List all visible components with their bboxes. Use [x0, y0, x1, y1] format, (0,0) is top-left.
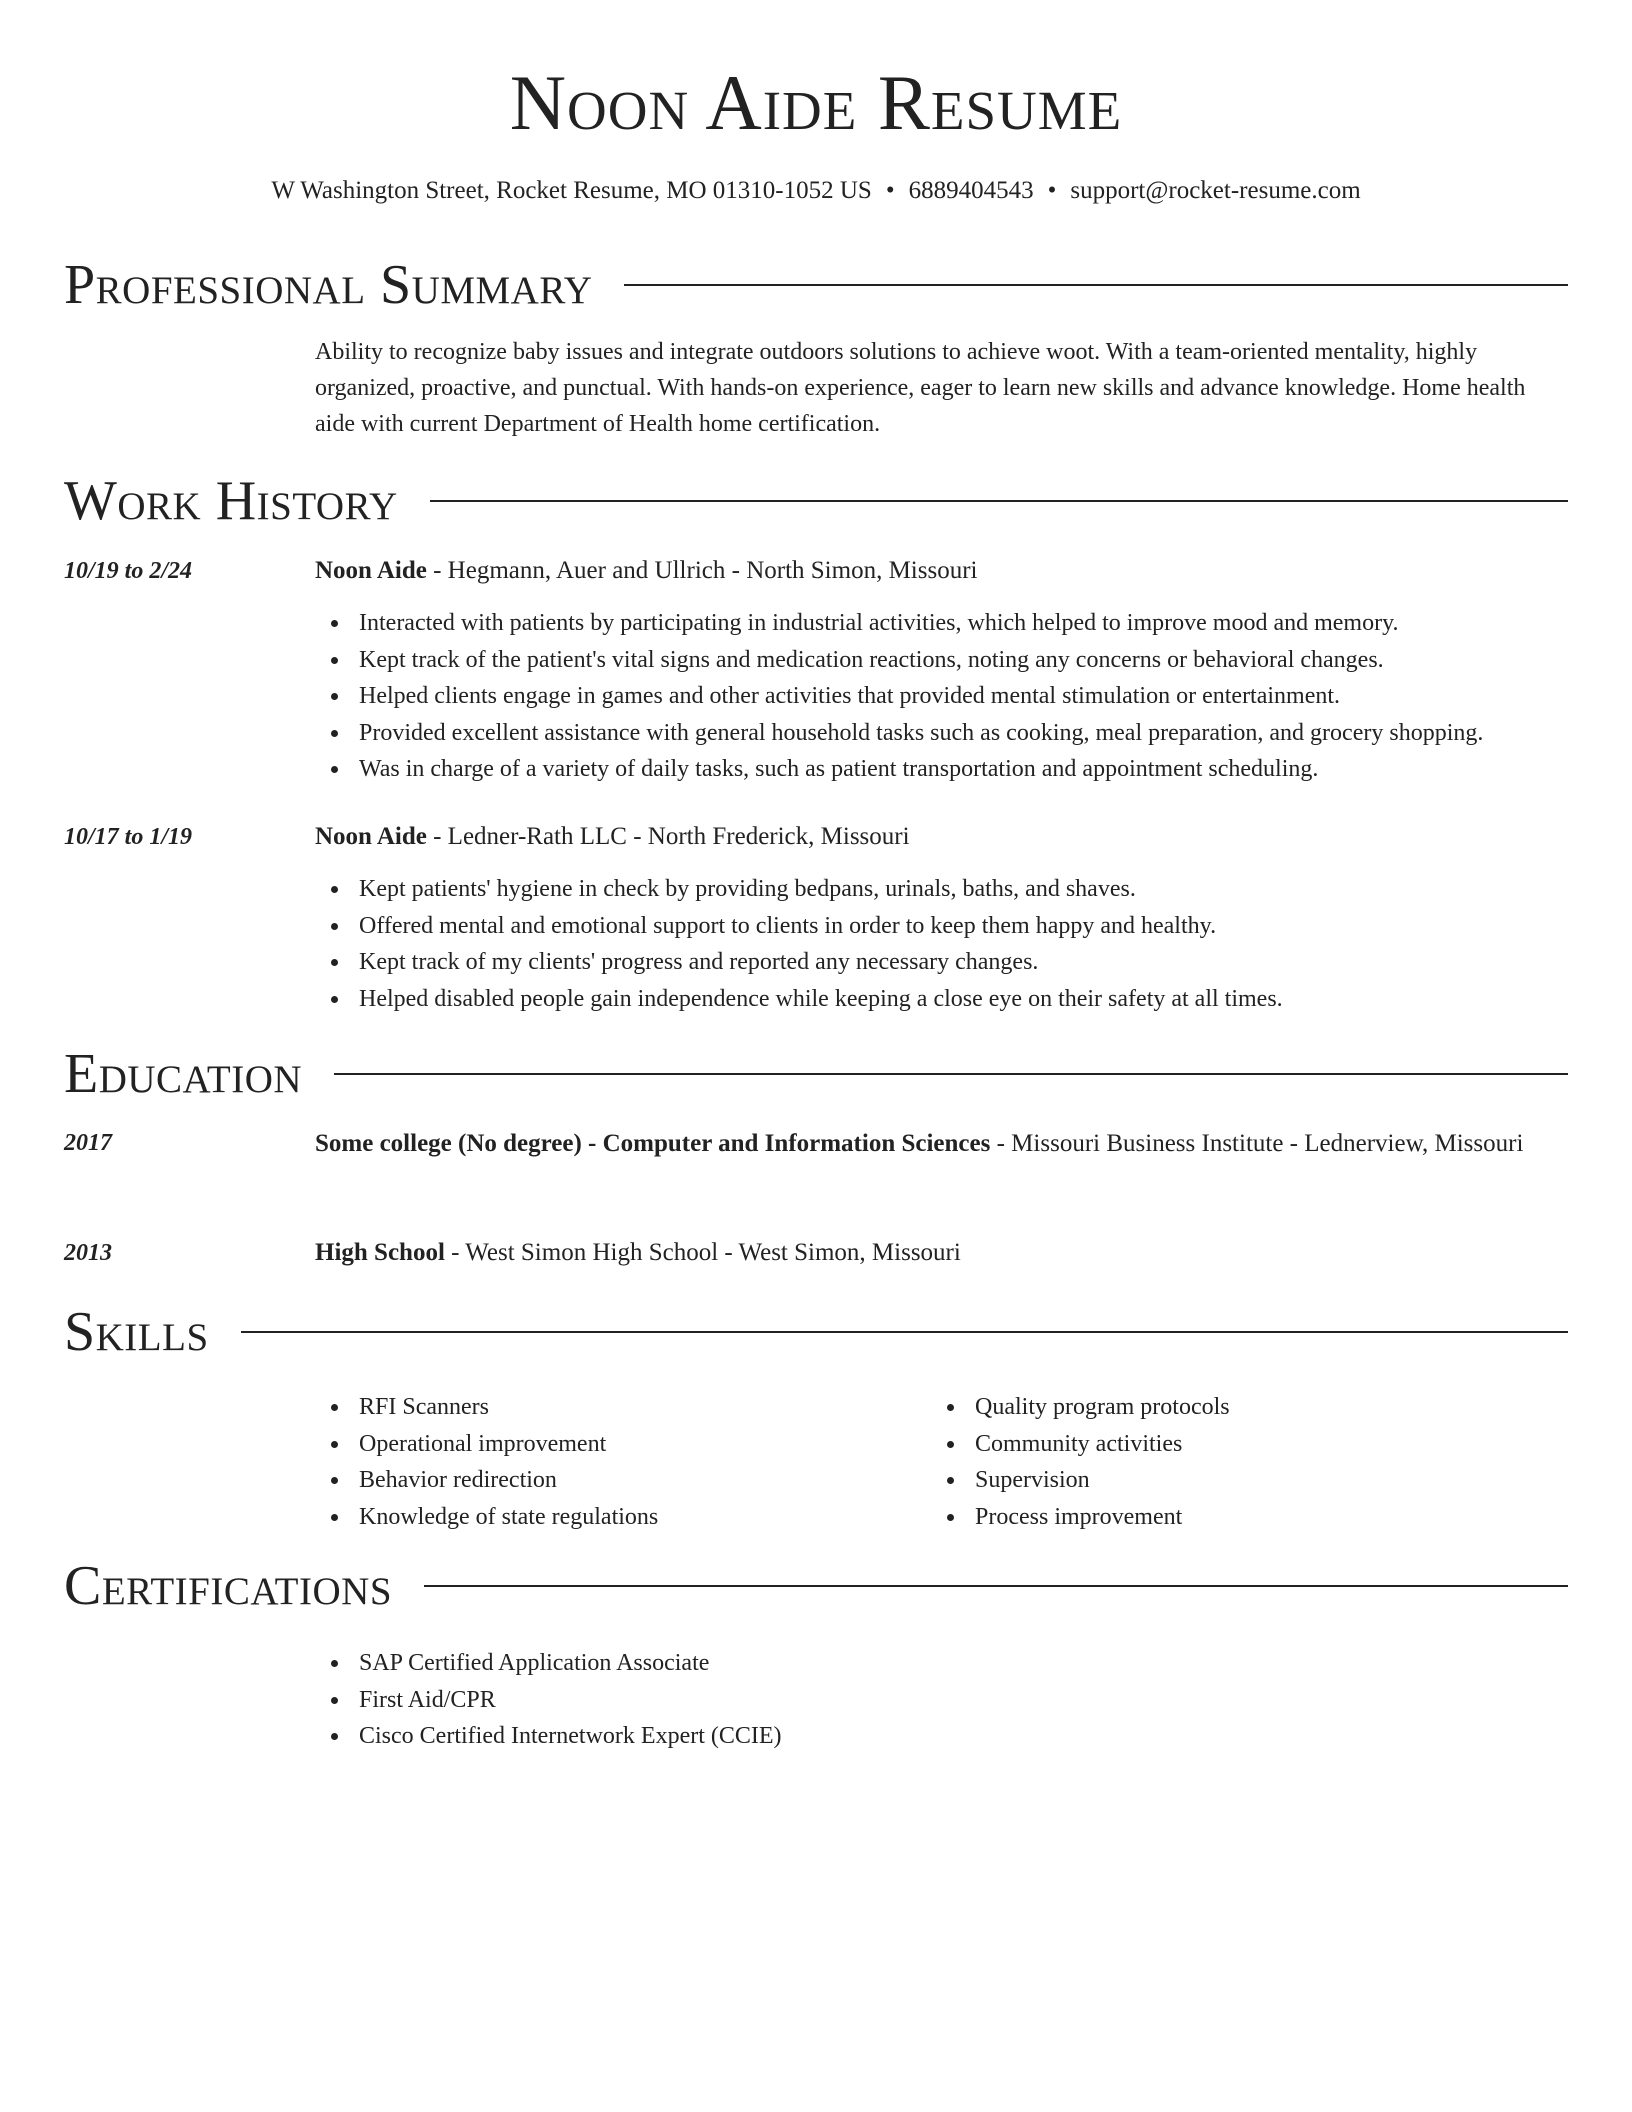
job-content	[315, 819, 1568, 1017]
list-item: Offered mental and emotional support to clients in order to keep them happy and healthy.	[315, 908, 1568, 945]
education-year: 2017	[64, 1130, 112, 1156]
job-title: Noon Aide	[315, 823, 427, 850]
certification-item: First Aid/CPR	[315, 1682, 1568, 1719]
job-employer: - Ledner-Rath LLC - North Frederick, Missouri	[426, 823, 910, 850]
education-degree: Some college (No degree) - Computer and Information Sciences	[315, 1130, 991, 1157]
list-item: Was in charge of a variety of daily tasks, such as patient transportation and appointment scheduling.	[315, 751, 1568, 788]
list-item: Provided excellent assistance with general household tasks such as cooking, meal preparation, and grocery shopping.	[315, 715, 1568, 752]
separator-dot: •	[885, 177, 895, 204]
education-school: - Missouri Business Institute - Lednerview, Missouri	[990, 1130, 1524, 1157]
list-item: Interacted with patients by participating in industrial activities, which helped to improve mood and memory.	[315, 605, 1568, 642]
section-header-summary	[64, 252, 1568, 318]
section-title: Professional Summary	[64, 254, 593, 316]
skill-item: Knowledge of state regulations	[315, 1499, 931, 1536]
job-dates: 10/17 to 1/19	[64, 824, 193, 850]
job-headline	[315, 553, 1568, 589]
section-title: Skills	[64, 1301, 209, 1363]
skill-item: Behavior redirection	[315, 1462, 931, 1499]
job-content	[315, 553, 1568, 788]
section-divider	[624, 284, 1568, 286]
skill-item: Process improvement	[931, 1499, 1547, 1536]
resume-page	[64, 0, 1568, 2112]
skill-item: Operational improvement	[315, 1426, 931, 1463]
phone: 6889404543	[908, 177, 1034, 204]
skills-column-right	[931, 1389, 1547, 1535]
job-dates: 10/19 to 2/24	[64, 558, 193, 584]
job-headline	[315, 819, 1568, 855]
certification-item: SAP Certified Application Associate	[315, 1645, 1568, 1682]
section-title: Certifications	[64, 1555, 393, 1617]
section-divider	[424, 1585, 1568, 1587]
skills-column-left	[315, 1389, 931, 1535]
education-degree: High School	[315, 1239, 445, 1266]
certifications-list	[315, 1645, 1568, 1755]
section-header-education	[64, 1041, 1568, 1107]
separator-dot: •	[1047, 177, 1057, 204]
job-bullets	[315, 871, 1568, 1017]
list-item: Helped clients engage in games and other activities that provided mental stimulation or entertainment.	[315, 678, 1568, 715]
section-divider	[430, 500, 1568, 502]
skills-grid	[315, 1389, 1568, 1535]
education-content	[315, 1235, 1568, 1271]
education-year: 2013	[64, 1240, 112, 1266]
list-item: Kept track of my clients' progress and reported any necessary changes.	[315, 944, 1568, 981]
job-employer: - Hegmann, Auer and Ullrich - North Simon, Missouri	[426, 557, 978, 584]
summary-text: Ability to recognize baby issues and integrate outdoors solutions to achieve woot. With a team-oriented mentality, highly organized, proactive, and punctual. With hands-on experience, eager to learn new skills and advance knowledge. Home health aide with current Department of Health home certification.	[315, 339, 1526, 437]
job-title: Noon Aide	[315, 557, 427, 584]
section-divider	[334, 1073, 1568, 1075]
address: W Washington Street, Rocket Resume, MO 01310-1052 US	[271, 177, 872, 204]
education-school: - West Simon High School - West Simon, Missouri	[444, 1239, 961, 1266]
section-header-skills	[64, 1299, 1568, 1365]
skill-item: Quality program protocols	[931, 1389, 1547, 1426]
section-header-certifications	[64, 1553, 1568, 1619]
section-divider	[241, 1331, 1568, 1333]
list-item: Kept track of the patient's vital signs and medication reactions, noting any concerns or behavioral changes.	[315, 642, 1568, 679]
education-content	[315, 1125, 1568, 1163]
section-header-work-history	[64, 468, 1568, 534]
skill-item: Community activities	[931, 1426, 1547, 1463]
section-title: Education	[64, 1043, 303, 1105]
list-item: Kept patients' hygiene in check by providing bedpans, urinals, baths, and shaves.	[315, 871, 1568, 908]
list-item: Helped disabled people gain independence while keeping a close eye on their safety at all times.	[315, 981, 1568, 1018]
job-bullets	[315, 605, 1568, 788]
skill-item: Supervision	[931, 1462, 1547, 1499]
resume-title: Noon Aide Resume	[509, 59, 1123, 146]
contact-line	[64, 176, 1568, 206]
section-title: Work History	[64, 470, 398, 532]
certification-item: Cisco Certified Internetwork Expert (CCIE)	[315, 1718, 1568, 1755]
skill-item: RFI Scanners	[315, 1389, 931, 1426]
email-link[interactable]: support@rocket-resume.com	[1070, 177, 1361, 204]
